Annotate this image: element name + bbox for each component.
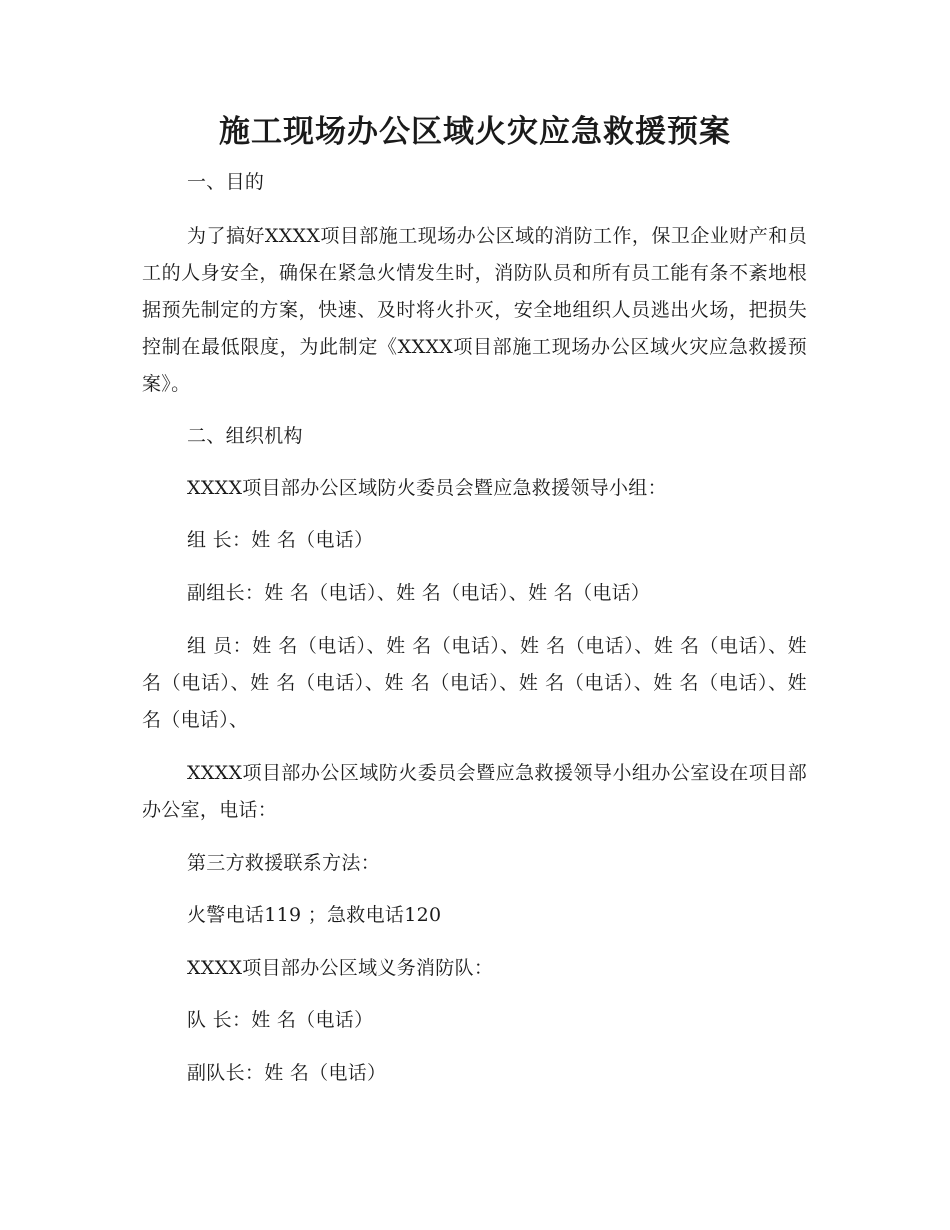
purpose-paragraph: 为了搞好XXXX项目部施工现场办公区域的消防工作，保卫企业财产和员工的人身安全，确保在紧急火情发生时，消防队员和所有员工能有条不紊地根据预先制定的方案，快速、及时将火扑灭，安全地组织人员逃出火场，把损失控制在最低限度，为此制定《XXXX项目部施工现场办公区域火灾应急救援预案》。 xyxy=(142,225,807,395)
section-heading-purpose: 一、目的 xyxy=(187,171,265,193)
third-party-rescue-heading: 第三方救援联系方法： xyxy=(187,852,381,874)
brigade-deputy-captain-line: 副队长：姓 名（电话） xyxy=(187,1062,387,1084)
section-heading-organization: 二、组织机构 xyxy=(187,425,303,447)
group-leader-line: 组 长：姓 名（电话） xyxy=(187,529,374,551)
office-location-paragraph: XXXX项目部办公区域防火委员会暨应急救援领导小组办公室设在项目部办公室，电话： xyxy=(142,762,807,821)
members-paragraph: 组 员：姓 名（电话）、姓 名（电话）、姓 名（电话）、姓 名（电话）、姓 名（电话）、姓 名（电话）、姓 名（电话）、姓 名（电话）、姓 名（电话）、姓 名（电话）、 xyxy=(142,635,807,731)
brigade-captain-line: 队 长：姓 名（电话） xyxy=(187,1009,374,1031)
volunteer-fire-brigade-heading: XXXX项目部办公区域义务消防队： xyxy=(187,957,494,979)
document-title: 施工现场办公区域火灾应急救援预案 xyxy=(219,114,731,150)
emergency-numbers-line: 火警电话119 ；急救电话120 xyxy=(187,904,442,926)
deputy-leader-line: 副组长：姓 名（电话）、姓 名（电话）、姓 名（电话） xyxy=(187,582,651,604)
leadership-group-heading: XXXX项目部办公区域防火委员会暨应急救援领导小组： xyxy=(187,477,667,499)
